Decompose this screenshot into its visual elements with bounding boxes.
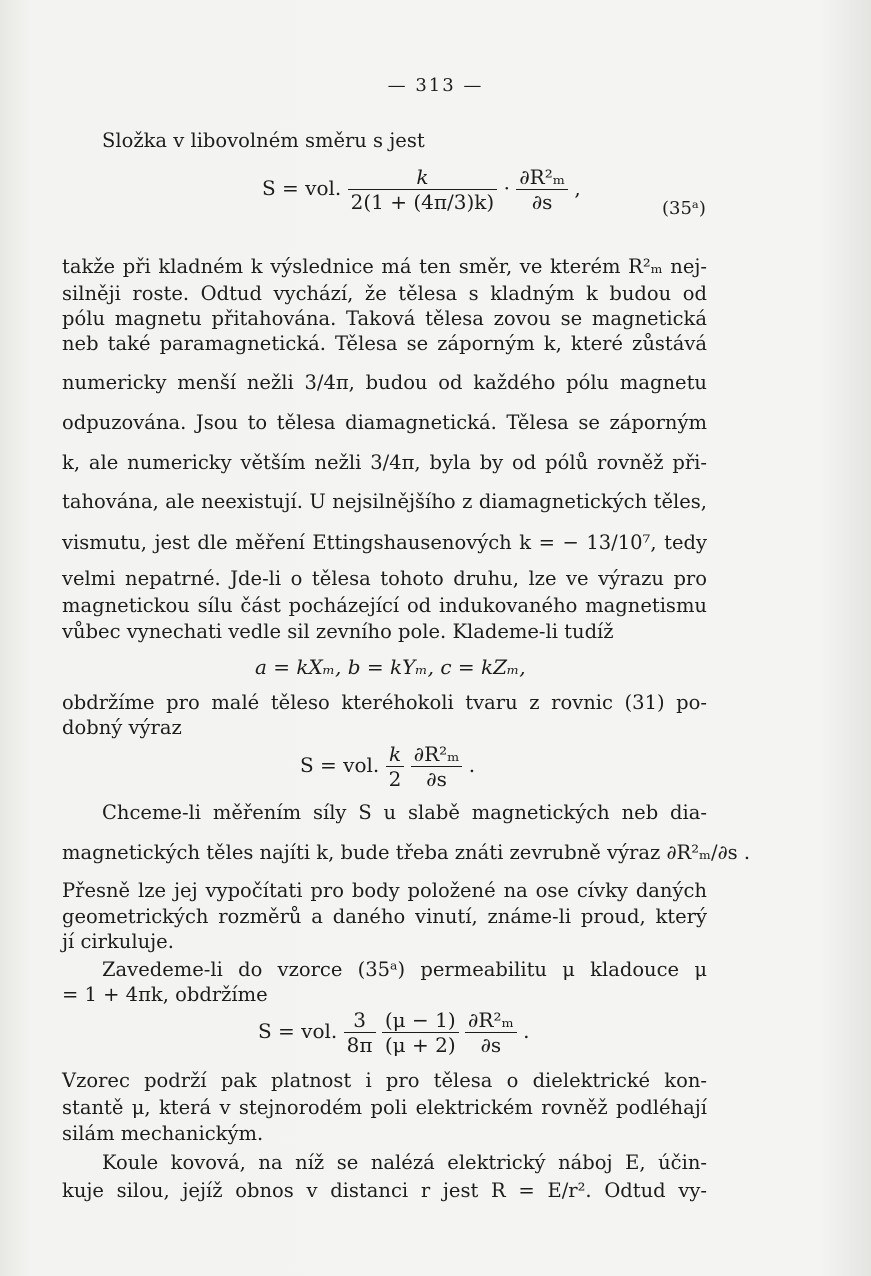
text-line: Chceme-li měřením síly S u slabě magnetických neb dia- bbox=[102, 801, 707, 824]
text-line: magnetických těles najíti k, bude třeba znáti zevrubně výraz ∂R²ₘ/∂s . bbox=[62, 841, 751, 864]
eq1-lhs: S = vol. bbox=[262, 176, 342, 200]
text-line: jí cirkuluje. bbox=[62, 930, 174, 953]
text-line: numericky menší nežli 3/4π, budou od každého pólu magnetu bbox=[62, 371, 707, 394]
text-line: geometrických rozměrů a daného vinutí, známe-li proud, který bbox=[62, 905, 707, 928]
eq1-fraction: $\frac{k}{2(1 + (4\pi/3)k)}$ bbox=[348, 165, 498, 214]
equation-abc: a = kXₘ, b = kYₘ, c = kZₘ, bbox=[255, 655, 526, 679]
text-line: k, ale numericky větším nežli 3/4π, byla by od pólů rovněž při- bbox=[62, 451, 707, 474]
text-line: silněji roste. Odtud vychází, že tělesa s kladným k budou od bbox=[62, 282, 707, 305]
equation-35a: S = vol. $\frac{k}{2(1 + (4\pi/3)k)}$ · $\frac{\text{∂R²ₘ}}{\partial s}$ , bbox=[262, 165, 581, 214]
text-line: Složka v libovolném směru s jest bbox=[102, 129, 425, 152]
text-line: = 1 + 4πk, obdržíme bbox=[62, 983, 268, 1006]
text-line: takže při kladném k výslednice má ten směr, ve kterém R²ₘ nej- bbox=[62, 255, 707, 278]
text-line: pólu magnetu přitahována. Taková tělesa zovou se magnetická bbox=[62, 307, 707, 330]
text-line: stantě μ, která v stejnorodém poli elektrickém rovněž podléhají bbox=[62, 1096, 707, 1119]
text-line: magnetickou sílu část pocházející od indukovaného magnetismu bbox=[62, 594, 707, 617]
equation-permeability: S = vol. $\frac{3}{8\pi}$ $\frac{(\mu - 1)}{(\mu + 2)}$ $\frac{\text{∂R²ₘ}}{\partial s}$ . bbox=[258, 1008, 530, 1057]
text-line: vismutu, jest dle měření Ettingshausenových k = − 13/10⁷, tedy bbox=[62, 531, 707, 554]
text-line: odpuzována. Jsou to tělesa diamagnetická. Tělesa se záporným bbox=[62, 411, 707, 434]
text-line: Přesně lze jej vypočítati pro body položené na ose cívky daných bbox=[62, 879, 707, 902]
text-line: silám mechanickým. bbox=[62, 1122, 264, 1145]
text-line: dobný výraz bbox=[62, 716, 182, 739]
text-line: Zavedeme-li do vzorce (35ᵃ) permeabilitu μ kladouce μ bbox=[102, 958, 707, 981]
text-line: Vzorec podrží pak platnost i pro tělesa o dielektrické kon- bbox=[62, 1069, 707, 1092]
text-line: obdržíme pro malé těleso kteréhokoli tvaru z rovnic (31) po- bbox=[62, 691, 707, 714]
text-line: vůbec vynechati vedle sil zevního pole. Klademe-li tudíž bbox=[62, 620, 614, 643]
text-line: Koule kovová, na níž se nalézá elektrický náboj E, účin- bbox=[102, 1151, 707, 1174]
text-line: kuje silou, jejíž obnos v distanci r jest R = E/r². Odtud vy- bbox=[62, 1179, 707, 1202]
eq1-derivative: $\frac{\text{∂R²ₘ}}{\partial s}$ bbox=[516, 165, 568, 214]
page-number: — 313 — bbox=[387, 75, 484, 96]
equation-small-body: S = vol. $\frac{k}{2}$ $\frac{\text{∂R²ₘ}}{\partial s}$ . bbox=[300, 742, 476, 791]
text-line: neb také paramagnetická. Tělesa se záporným k, které zůstává bbox=[62, 332, 707, 355]
equation-number: (35ᵃ) bbox=[662, 198, 706, 219]
text-line: tahována, ale neexistují. U nejsilnějšího z diamagnetických těles, bbox=[62, 490, 707, 513]
text-line: velmi nepatrné. Jde-li o tělesa tohoto druhu, lze ve výrazu pro bbox=[62, 567, 707, 590]
